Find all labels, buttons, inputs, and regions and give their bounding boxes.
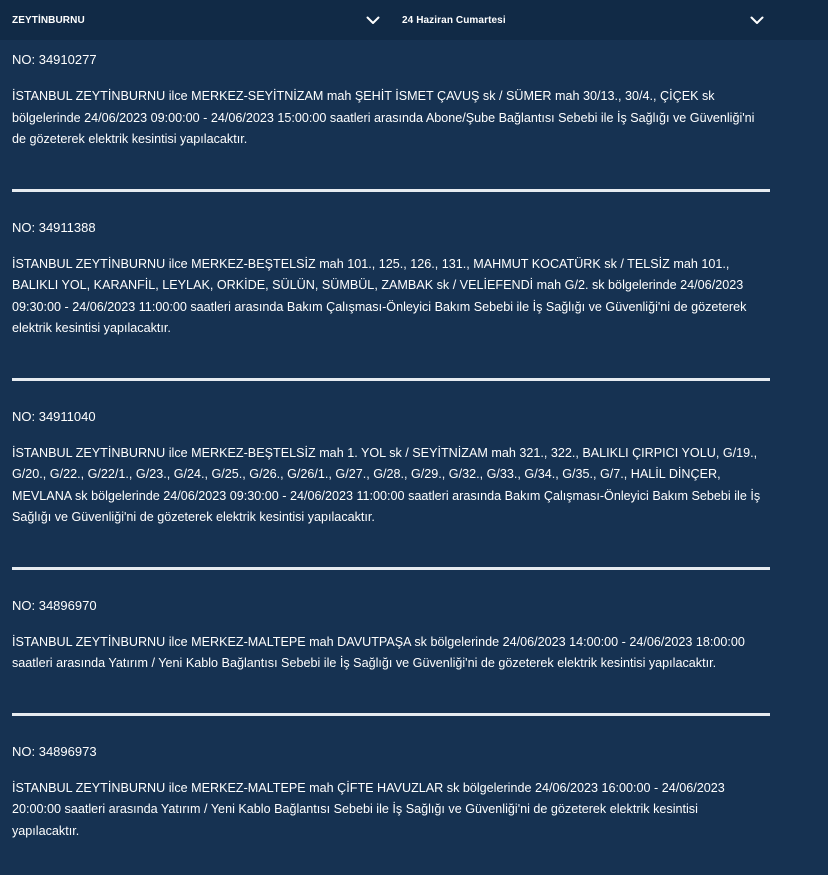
date-select[interactable]: [402, 0, 764, 40]
divider: [12, 567, 770, 570]
date-select-value: 24 Haziran Cumartesi: [402, 14, 506, 26]
district-select[interactable]: [12, 0, 380, 40]
outage-description: İSTANBUL ZEYTİNBURNU ilce MERKEZ-BEŞTELSİZ mah 1. YOL sk / SEYİTNİZAM mah 321., 322., BALIKLI ÇIRPICI YOLU, G/19., G/20., G/22., G/22/1., G/23., G/24., G/25., G/26., G/26/1., G/27., G/28., G/29., G/32., G/33., G/34., G/35., G/7., HALİL DİNÇER, MEVLANA sk bölgelerinde 24/06/2023 09:30:00 - 24/06/2023 11:00:00 saatleri arasında Bakım Çalışması-Önleyici Bakım Sebebi ile İş Sağlığı ve Güvenliği'ni de gözeterek elektrik kesintisi yapılacaktır.: [12, 445, 761, 524]
chevron-down-icon: [750, 16, 764, 25]
outage-item: [12, 40, 770, 192]
divider: [12, 713, 770, 716]
outage-item: [12, 397, 770, 570]
outage-number: NO: 34896973: [12, 743, 97, 759]
district-select-value: ZEYTİNBURNU: [12, 14, 85, 26]
outage-description: İSTANBUL ZEYTİNBURNU ilce MERKEZ-SEYİTNİZAM mah ŞEHİT İSMET ÇAVUŞ sk / SÜMER mah 30/13., 30/4., ÇİÇEK sk bölgelerinde 24/06/2023 09:00:00 - 24/06/2023 15:00:00 saatleri arasında Abone/Şube Bağlantısı Sebebi ile İş Sağlığı ve Güvenliği'ni de gözeterek elektrik kesintisi yapılacaktır.: [12, 89, 755, 146]
divider: [12, 378, 770, 381]
outage-item: [12, 208, 770, 381]
outage-number: NO: 34896970: [12, 597, 97, 613]
chevron-down-icon: [366, 16, 380, 25]
outage-description: İSTANBUL ZEYTİNBURNU ilce MERKEZ-MALTEPE mah DAVUTPAŞA sk bölgelerinde 24/06/2023 14:00:00 - 24/06/2023 18:00:00 saatleri arasında Yatırım / Yeni Kablo Bağlantısı Sebebi ile İş Sağlığı ve Güvenliği'ni de gözeterek elektrik kesintisi yapılacaktır.: [12, 634, 745, 670]
filter-bar: [0, 0, 828, 40]
outage-number: NO: 34911388: [12, 219, 96, 235]
outage-list: [0, 40, 828, 842]
divider: [12, 189, 770, 192]
outage-item: [12, 732, 770, 843]
outage-number: NO: 34910277: [12, 52, 97, 67]
outage-item: [12, 586, 770, 716]
outage-description: İSTANBUL ZEYTİNBURNU ilce MERKEZ-BEŞTELSİZ mah 101., 125., 126., 131., MAHMUT KOCATÜRK sk / TELSİZ mah 101., BALIKLI YOL, KARANFİL, LEYLAK, ORKİDE, SÜLÜN, SÜMBÜL, ZAMBAK sk / VELİEFENDİ mah G/2. sk bölgelerinde 24/06/2023 09:30:00 - 24/06/2023 11:00:00 saatleri arasında Bakım Çalışması-Önleyici Bakım Sebebi ile İş Sağlığı ve Güvenliği'ni de gözeterek elektrik kesintisi yapılacaktır.: [12, 256, 747, 335]
outage-description: İSTANBUL ZEYTİNBURNU ilce MERKEZ-MALTEPE mah ÇİFTE HAVUZLAR sk bölgelerinde 24/06/2023 16:00:00 - 24/06/2023 20:00:00 saatleri arasında Yatırım / Yeni Kablo Bağlantısı Sebebi ile İş Sağlığı ve Güvenliği'ni de gözeterek elektrik kesintisi yapılacaktır.: [12, 780, 725, 838]
outage-number: NO: 34911040: [12, 408, 96, 424]
